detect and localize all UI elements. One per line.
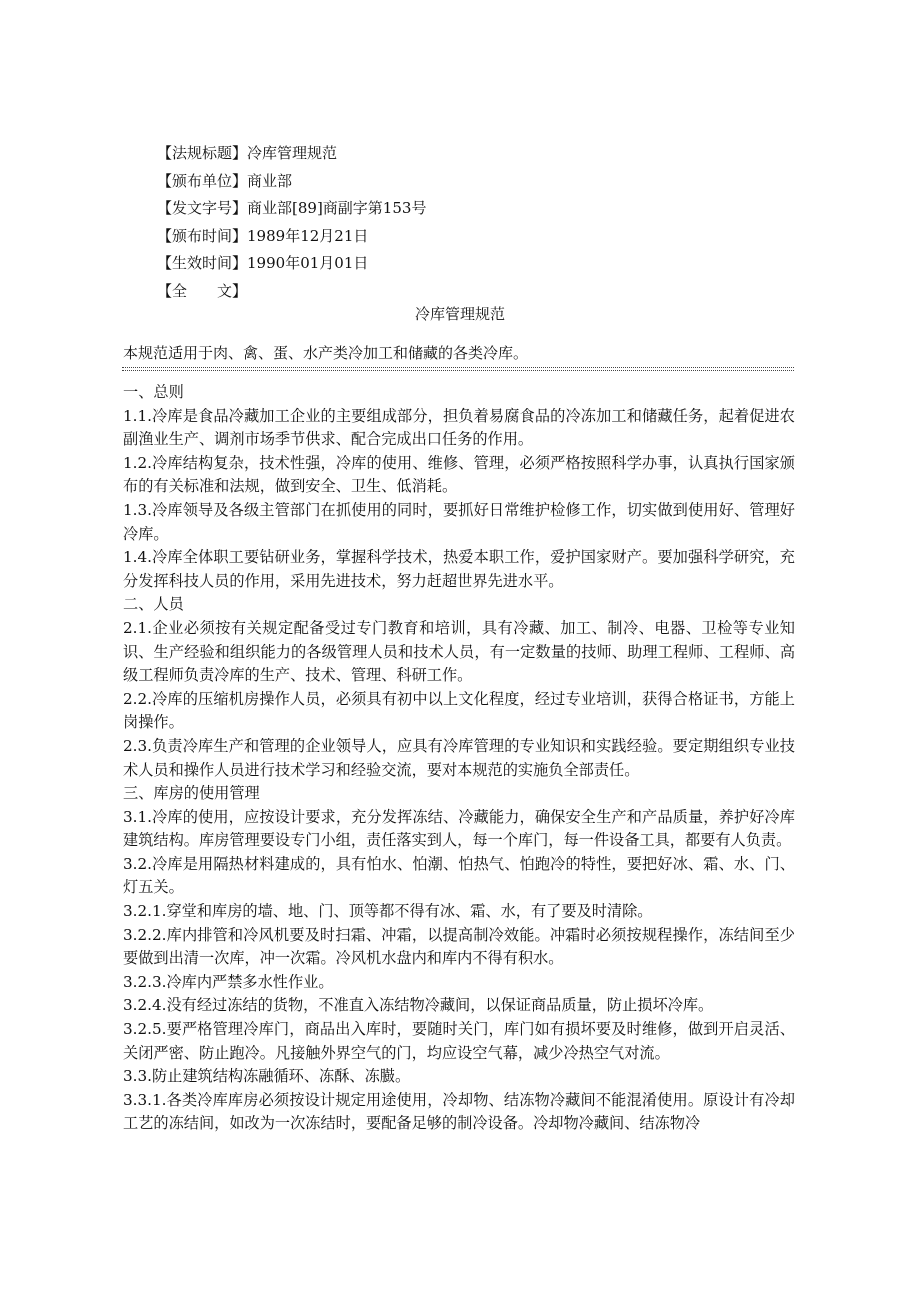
section-heading: 二、人员: [123, 595, 184, 614]
paragraph: 3.3.1.各类冷库库房必须按设计规定用途使用，冷却物、结冻物冷藏间不能混淆使用。原设计有冷却工艺的冻结间，如改为一次冻结时，要配备足够的制冷设备。冷却物冷藏间、结冻物冷: [123, 1090, 795, 1133]
meta-label: 【法规标题】: [157, 144, 248, 162]
meta-issue-date-row: [157, 223, 757, 251]
meta-label: 【生效时间】: [157, 254, 248, 273]
paragraph: 1.3.冷库领导及各级主管部门在抓使用的同时，要抓好日常维护检修工作，切实做到使用好、管理好冷库。: [123, 500, 795, 543]
meta-value: 冷库管理规范: [247, 144, 338, 162]
meta-value: 商业部: [247, 171, 293, 190]
meta-label: 【发文字号】: [157, 199, 248, 218]
paragraph: 3.2.冷库是用隔热材料建成的，具有怕水、怕潮、怕热气、怕跑冷的特性，要把好冰、霜、水、门、灯五关。: [123, 854, 795, 897]
meta-label: 【颁布时间】: [157, 226, 248, 245]
scope-statement: 本规范适用于肉、禽、蛋、水产类冷加工和储藏的各类冷库。: [123, 344, 529, 362]
paragraph: 3.2.1.穿堂和库房的墙、地、门、顶等都不得有冰、霜、水，有了要及时清除。: [123, 902, 653, 921]
meta-label: 【全 文】: [157, 281, 248, 300]
section-heading: 一、总则: [123, 383, 184, 401]
meta-title-row: [157, 140, 757, 168]
meta-value: 1989年12月21日: [247, 226, 369, 245]
dotted-divider: [122, 367, 794, 368]
paragraph: 1.2.冷库结构复杂，技术性强，冷库的使用、维修、管理，必须严格按照科学办事，认真执行国家颁布的有关标准和法规，做到安全、卫生、低消耗。: [123, 453, 795, 496]
meta-doc-number-row: [157, 195, 757, 223]
paragraph: 1.1.冷库是食品冷藏加工企业的主要组成部分，担负着易腐食品的冷冻加工和储藏任务，起着促进农副渔业生产、调剂市场季节供求、配合完成出口任务的作用。: [123, 406, 795, 449]
meta-issuer-row: [157, 168, 757, 196]
paragraph: 2.1.企业必须按有关规定配备受过专门教育和培训，具有冷藏、加工、制冷、电器、卫检等专业知识、生产经验和组织能力的各级管理人员和技术人员，有一定数量的技师、助理工程师、工程师、高级工程师负责冷库的生产、技术、管理、科研工作。: [123, 618, 795, 685]
paragraph: 3.1.冷库的使用，应按设计要求，充分发挥冻结、冷藏能力，确保安全生产和产品质量，养护好冷库建筑结构。库房管理要设专门小组，责任落实到人，每一个库门，每一件设备工具，都要有人负责。: [123, 807, 795, 850]
paragraph: 3.2.3.冷库内严禁多水性作业。: [123, 972, 334, 991]
paragraph: 3.2.2.库内排管和冷风机要及时扫霜、冲霜，以提高制冷效能。冲霜时必须按规程操作，冻结间至少要做到出清一次库，冲一次霜。冷风机水盘内和库内不得有积水。: [123, 925, 795, 968]
dotted-divider: [122, 370, 794, 371]
metadata-block: [157, 140, 757, 306]
paragraph: 2.2.冷库的压缩机房操作人员，必须具有初中以上文化程度，经过专业培训，获得合格证书，方能上岗操作。: [123, 689, 795, 732]
meta-value: 商业部[89]商副字第153号: [247, 199, 427, 218]
paragraph: 2.3.负责冷库生产和管理的企业领导人，应具有冷库管理的专业知识和实践经验。要定期组织专业技术人员和操作人员进行技术学习和经验交流，要对本规范的实施负全部责任。: [123, 736, 795, 779]
paragraph: 3.2.5.要严格管理冷库门，商品出入库时，要随时关门，库门如有损坏要及时维修，做到开启灵活、关闭严密、防止跑冷。凡接触外界空气的门，均应设空气幕，减少冷热空气对流。: [123, 1020, 795, 1062]
paragraph: 1.4.冷库全体职工要钻研业务，掌握科学技术，热爱本职工作，爱护国家财产。要加强科学研究，充分发挥科技人员的作用，采用先进技术，努力赶超世界先进水平。: [123, 548, 795, 590]
paragraph: 3.2.4.没有经过冻结的货物，不准直入冻结物冷藏间，以保证商品质量，防止损坏冷库。: [123, 996, 714, 1015]
paragraph: 3.3.防止建筑结构冻融循环、冻酥、冻臌。: [123, 1067, 411, 1086]
meta-effective-date-row: [157, 250, 757, 278]
meta-label: 【颁布单位】: [157, 171, 248, 190]
section-heading: 三、库房的使用管理: [123, 784, 260, 803]
document-body: [123, 381, 795, 1136]
document-title: 冷库管理规范: [414, 305, 505, 323]
meta-value: 1990年01月01日: [247, 254, 369, 273]
